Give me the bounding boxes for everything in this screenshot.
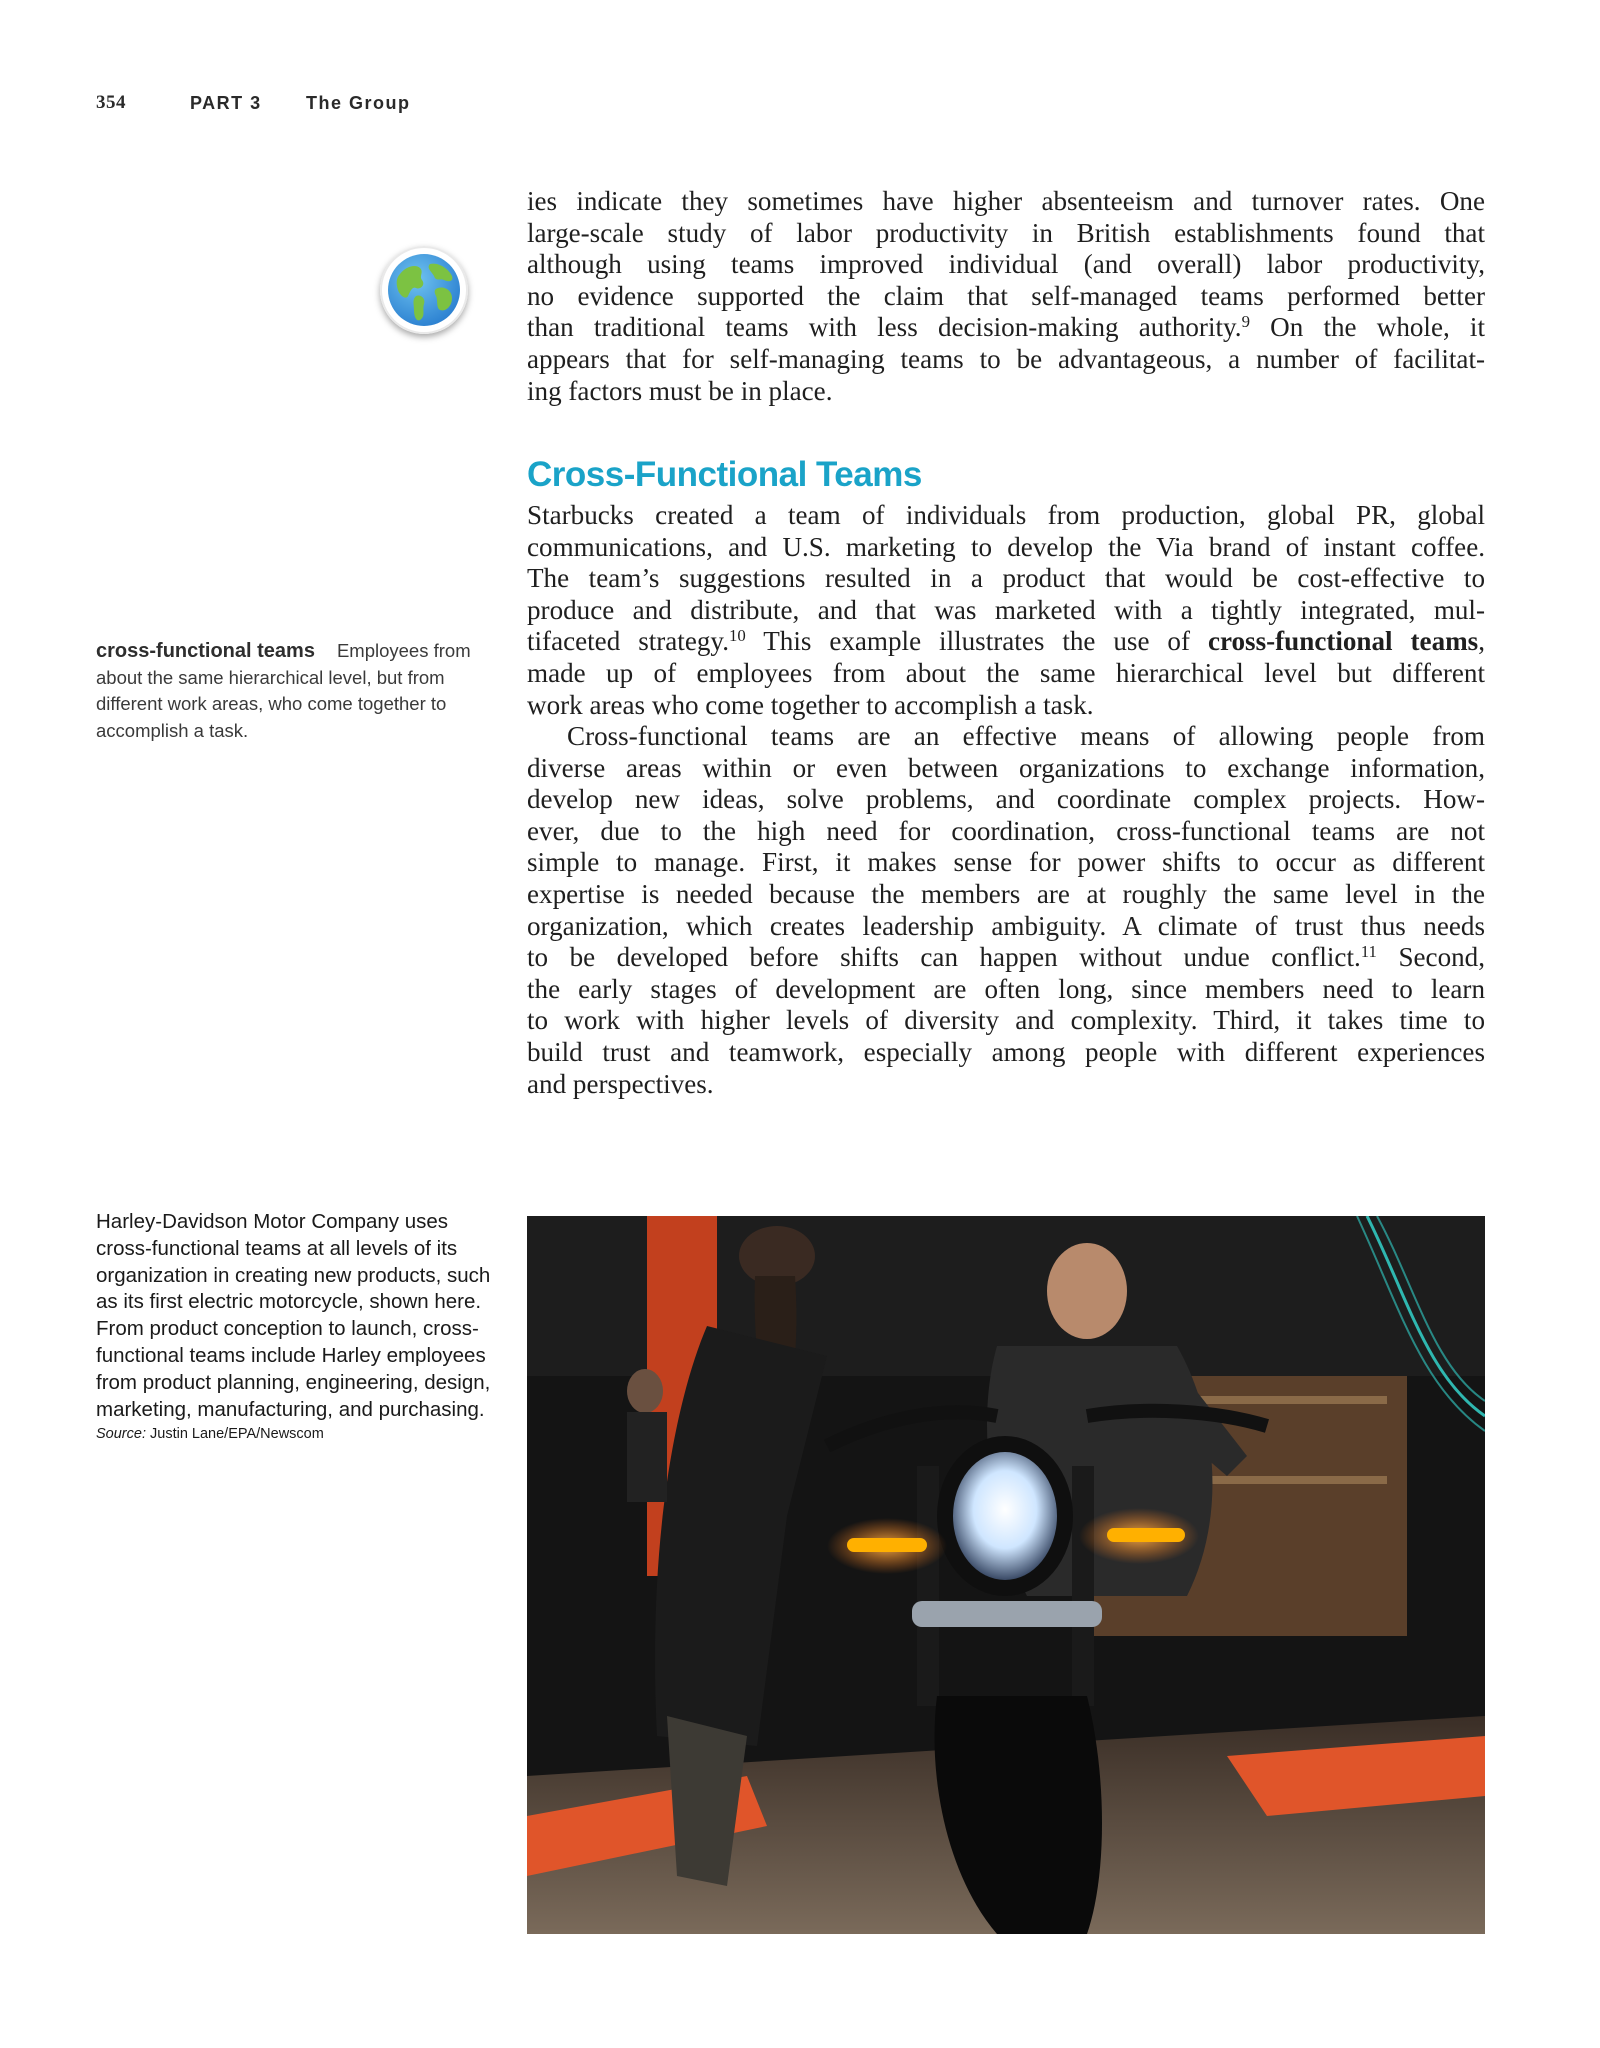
caption-text: Harley-Davidson Motor Company uses cross-functional teams at all levels of its organization in creating new products, such as its first electric motorcycle, shown here. From product conception to launch, cross-functional teams include Harley employees from product planning, engineering, design, marketing, manufacturing, and purchasing. (96, 1210, 491, 1421)
source-label: Source: (96, 1426, 146, 1443)
glossary-term: cross-functional teams (96, 640, 315, 662)
glossary-definition: Employees from about the same hierarchical level, but from different work areas, who come together to accomplish a task. (96, 640, 471, 741)
text-segment: Second, (1376, 942, 1485, 973)
text-line (527, 942, 1485, 974)
turn-signal-right (1107, 1528, 1185, 1542)
text-line: communications, and U.S. marketing to develop the Via brand of instant coffee. (527, 531, 1485, 562)
endnote-ref: 9 (1241, 312, 1250, 332)
text-line: large-scale study of labor productivity in British establishments found that (527, 217, 1485, 248)
globe-icon-graphic (386, 252, 462, 328)
text-line: no evidence supported the claim that self-managed teams performed better (527, 280, 1485, 311)
text-line: develop new ideas, solve problems, and coordinate complex projects. How- (527, 784, 1485, 815)
text-line: and perspectives. (527, 1068, 714, 1099)
text-line: ing factors must be in place. (527, 375, 833, 406)
text-line: diverse areas within or even between organizations to exchange information, (527, 752, 1485, 783)
turn-signal-left (847, 1538, 927, 1552)
text-line (527, 312, 1485, 344)
section-heading: Cross-Functional Teams (527, 455, 922, 494)
text-line: Cross-functional teams are an effective means of allowing people from (567, 721, 1485, 751)
text-segment: than traditional teams with less decision-making authority. (527, 312, 1242, 343)
text-segment: tifaceted strategy. (527, 626, 729, 657)
text-line: produce and distribute, and that was marketed with a tightly integrated, mul- (527, 594, 1485, 625)
part-label: PART 3 (190, 92, 262, 113)
text-line: appears that for self-managing teams to be advantageous, a number of facilitat- (527, 343, 1485, 374)
text-segment: On the whole, it (1249, 312, 1485, 343)
endnote-ref: 10 (728, 626, 746, 646)
photo-illustration (527, 1216, 1485, 1934)
key-term: cross-functional teams (1207, 626, 1479, 657)
text-line: made up of employees from about the same hierarchical level but different (527, 657, 1485, 688)
paragraph-2 (527, 721, 1485, 1100)
photo-motorcycle (527, 1216, 1485, 1934)
text-line: the early stages of development are often long, since members need to learn (527, 973, 1485, 1004)
text-line: build trust and teamwork, especially among people with different experiences (527, 1036, 1485, 1067)
text-line (527, 626, 1485, 658)
text-line: The team’s suggestions resulted in a product that would be cost-effective to (527, 563, 1485, 594)
text-line: ever, due to the high need for coordination, cross-functional teams are not (527, 815, 1485, 846)
endnote-ref: 11 (1360, 941, 1377, 961)
text-segment: to be developed before shifts can happen without undue conflict. (527, 942, 1361, 973)
intro-paragraph (527, 186, 1485, 407)
text-line: Starbucks created a team of individuals from production, global PR, global (527, 500, 1485, 530)
page-number: 354 (96, 92, 126, 113)
text-line: although using teams improved individual (and overall) labor productivity, (527, 249, 1485, 280)
text-segment: , (1478, 626, 1486, 657)
running-head (96, 91, 411, 115)
photo-caption (96, 1209, 496, 1445)
text-line: expertise is needed because the members are at roughly the same level in the (527, 878, 1485, 909)
text-line: simple to manage. First, it makes sense for power shifts to occur as different (527, 847, 1485, 878)
text-line: ies indicate they sometimes have higher absenteeism and turnover rates. One (527, 186, 1485, 216)
person-background (627, 1369, 667, 1502)
headlight (953, 1452, 1057, 1580)
text-line: work areas who come together to accomplish a task. (527, 689, 1094, 720)
text-line: organization, which creates leadership ambiguity. A climate of trust thus needs (527, 910, 1485, 941)
photo-credit (96, 1423, 496, 1445)
source-text: Justin Lane/EPA/Newscom (145, 1426, 324, 1443)
paragraph-1 (527, 500, 1485, 721)
text-line: to work with higher levels of diversity and complexity. Third, it takes time to (527, 1005, 1485, 1036)
globe-icon (380, 246, 468, 334)
part-title: The Group (306, 92, 411, 113)
margin-glossary (96, 638, 476, 744)
text-segment: This example illustrates the use of (745, 626, 1208, 657)
